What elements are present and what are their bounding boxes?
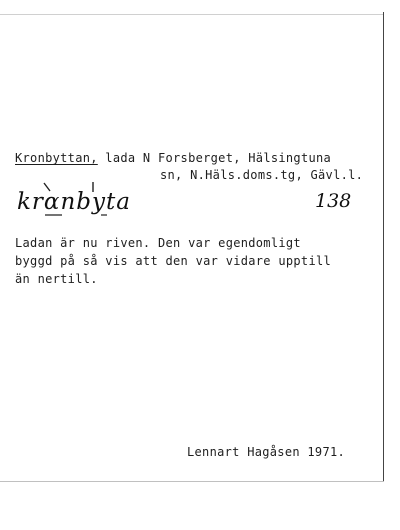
headword: Kronbyttan, [15, 151, 98, 165]
location-text: lada N Forsberget, Hälsingtuna [97, 151, 332, 165]
handwritten-number: 138 [315, 190, 352, 212]
signature: Lennart Hagåsen 1971. [187, 445, 346, 459]
handwritten-pronunciation: krɑnbyta [17, 189, 131, 215]
body-line-2: byggd på så vis att den var vidare upptill [15, 254, 332, 268]
body-line-1: Ladan är nu riven. Den var egendomligt [15, 236, 301, 250]
entry-line-2: sn, N.Häls.doms.tg, Gävl.l. [160, 168, 364, 182]
body-line-3: än nertill. [15, 272, 98, 286]
accent-mark [44, 183, 50, 191]
